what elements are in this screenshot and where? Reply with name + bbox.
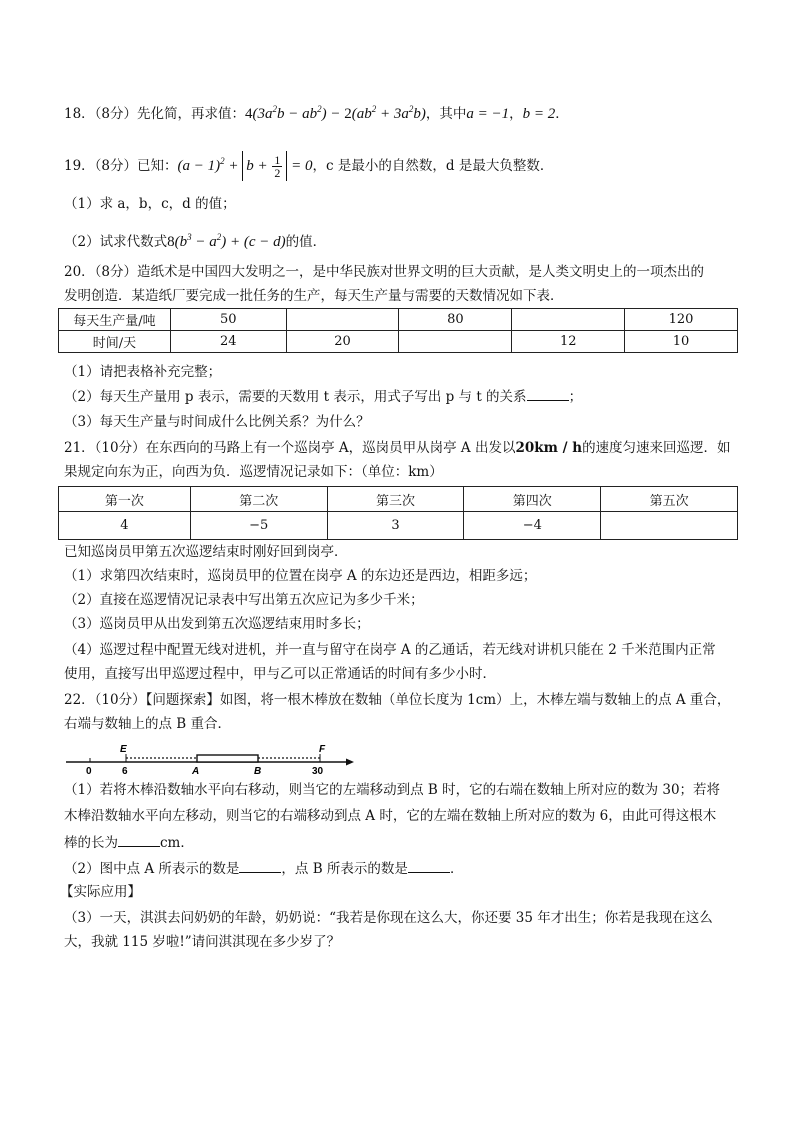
table-cell[interactable] — [601, 512, 738, 540]
q19-part2 — [64, 226, 326, 253]
q18-sep: ， — [509, 106, 523, 122]
q22-part3b: 大，我就 115 岁啦!”请问淇淇现在多少岁了？ — [64, 934, 341, 950]
q22-part2-text: （2）图中点 A 所表示的数是 — [64, 861, 240, 877]
table-cell: 每天生产量/吨 — [59, 309, 171, 331]
answer-blank-a[interactable] — [239, 858, 281, 873]
table-cell: 第五次 — [601, 487, 738, 512]
q22-part1c-text: 棒的长为 — [64, 835, 118, 851]
q19-part1: （1）求 a，b，c，d 的值； — [64, 196, 236, 212]
table-cell: 第四次 — [464, 487, 601, 512]
q20-part3: （3）每天生产量与时间成什么比例关系？为什么？ — [64, 414, 370, 430]
q20-part2-tail: ； — [568, 389, 583, 405]
table-cell: 80 — [399, 309, 512, 331]
q22-line2: 右端与数轴上的点 B 重合． — [64, 716, 232, 732]
table-cell: 第三次 — [327, 487, 464, 512]
axis-arrow-icon — [346, 759, 354, 766]
table-cell: 12 — [512, 331, 625, 353]
q20-part2-text: （2）每天生产量用 p 表示，需要的天数用 t 表示，用式子写出 p 与 t 的关系 — [64, 389, 527, 405]
label-a: A — [192, 766, 200, 776]
q20-table — [58, 308, 738, 353]
table-cell: 3 — [327, 512, 464, 540]
q18-expression: $4(3a^2b - ab^2) - 2(ab^2 + 3a^2b)$ — [245, 104, 426, 122]
q18-label: 18．（8分）先化简，再求值： — [64, 106, 246, 122]
q20-table-row-time — [59, 331, 738, 353]
answer-blank[interactable] — [118, 832, 160, 847]
q21-speed: 20km / h — [515, 440, 583, 456]
q22-part1c-tail: cm． — [160, 835, 194, 851]
q22-part2 — [64, 858, 463, 879]
table-cell: −5 — [190, 512, 327, 540]
wooden-stick — [197, 755, 258, 762]
q19-part2-text: （2）试求代数式 — [64, 234, 168, 250]
q19-condition: ，c 是最小的自然数，d 是最大负整数． — [312, 158, 554, 174]
answer-blank-b[interactable] — [408, 858, 450, 873]
q22-part1a: （1）若将木棒沿数轴水平向右移动，则当它的左端移动到点 B 时，它的右端在数轴上所对应的数为 30；若将 — [64, 782, 721, 798]
answer-blank[interactable] — [527, 386, 569, 401]
number-line-figure — [62, 740, 362, 776]
q21-part1: （1）求第四次结束时，巡岗员甲的位置在岗亭 A 的东边还是西边，相距多远； — [64, 568, 537, 584]
label-30: 30 — [312, 766, 324, 776]
table-cell — [286, 309, 399, 331]
q21-line2: 果规定向东为正，向西为负．巡逻情况记录如下：（单位：km） — [64, 464, 443, 480]
q19-label: 19．（8分）已知： — [64, 158, 178, 174]
q22-part1c — [64, 832, 194, 853]
q20-line1: 20．（8分）造纸术是中国四大发明之一，是中华民族对世界文明的巨大贡献，是人类文明史上的一项杰出的 — [64, 264, 705, 280]
label-b: B — [254, 766, 262, 776]
q22-part3a: （3）一天，淇淇去问奶奶的年龄，奶奶说：“我若是你现在这么大，你还要 35 年才出生；你若是我现在这么 — [64, 910, 713, 926]
q19-part2-expression: $8(b^3 - a^2) + (c - d)$ — [167, 232, 286, 250]
q20-part1: （1）请把表格补充完整； — [64, 364, 222, 380]
table-cell: −4 — [464, 512, 601, 540]
table-cell: 120 — [625, 309, 738, 331]
q18-line — [64, 96, 569, 127]
q22-section-title: 【实际应用】 — [60, 884, 141, 900]
q19-part2-tail: 的值． — [285, 234, 327, 250]
q18-b-value: b = 2 — [522, 106, 556, 122]
q21-line1-tail: 的速度匀速来回巡逻．如 — [582, 440, 731, 456]
q21-line1-text: 21．（10分）在东西向的马路上有一个巡岗亭 A，巡岗员甲从岗亭 A 出发以 — [64, 440, 516, 456]
q22-part2-tail: ． — [449, 861, 464, 877]
q22-line1: 22．（10分）【问题探索】如图，将一根木棒放在数轴（单位长度为 1cm）上，木棒左端与数轴上的点 A 重合， — [64, 692, 731, 708]
table-cell: 4 — [59, 512, 191, 540]
q19-line — [64, 144, 553, 183]
label-e: E — [120, 744, 127, 755]
table-cell: 时间/天 — [59, 331, 171, 353]
q20-table-row-production — [59, 309, 738, 331]
table-cell: 第一次 — [59, 487, 191, 512]
q21-part4b: 使用，直接写出甲巡逻过程中，甲与乙可以正常通话的时间有多少小时． — [64, 666, 496, 682]
table-cell — [512, 309, 625, 331]
q21-part4a: （4）巡逻过程中配置无线对进机，并一直与留守在岗亭 A 的乙通话，若无线对讲机只能在 2 千米范围内正常 — [64, 642, 716, 658]
q21-table — [58, 486, 738, 540]
q18-where: ，其中 — [425, 106, 467, 122]
q18-a-value: a = −1 — [466, 106, 510, 122]
q18-end: ． — [555, 106, 569, 122]
q21-table-values — [59, 512, 738, 540]
label-6: 6 — [122, 766, 128, 776]
q21-line1 — [64, 438, 731, 458]
q20-line2: 发明创造．某造纸厂要完成一批任务的生产，每天生产量与需要的天数情况如下表． — [64, 288, 564, 304]
q22-part1b: 木棒沿数轴水平向左移动，则当它的右端移动到点 A 时，它的左端在数轴上所对应的数为 6，由此可得这根木 — [64, 808, 717, 824]
q22-part2-mid: ，点 B 所表示的数是 — [281, 861, 408, 877]
q21-table-header — [59, 487, 738, 512]
table-cell: 10 — [625, 331, 738, 353]
label-0: 0 — [86, 766, 92, 776]
table-cell: 第二次 — [190, 487, 327, 512]
label-f: F — [319, 744, 326, 755]
q21-part3: （3）巡岗员甲从出发到第五次巡逻结束用时多长； — [64, 616, 370, 632]
q20-part2 — [64, 386, 582, 407]
table-cell: 20 — [286, 331, 399, 353]
q21-part2: （2）直接在巡逻情况记录表中写出第五次应记为多少千米； — [64, 592, 424, 608]
table-cell: 50 — [170, 309, 286, 331]
table-cell: 24 — [170, 331, 286, 353]
q21-after: 已知巡岗员甲第五次巡逻结束时刚好回到岗亭． — [64, 544, 348, 560]
q19-expression: $(a - 1)^2 + b$ + $\frac{1}{2}$ = 0 — [178, 158, 313, 174]
table-cell — [399, 331, 512, 353]
